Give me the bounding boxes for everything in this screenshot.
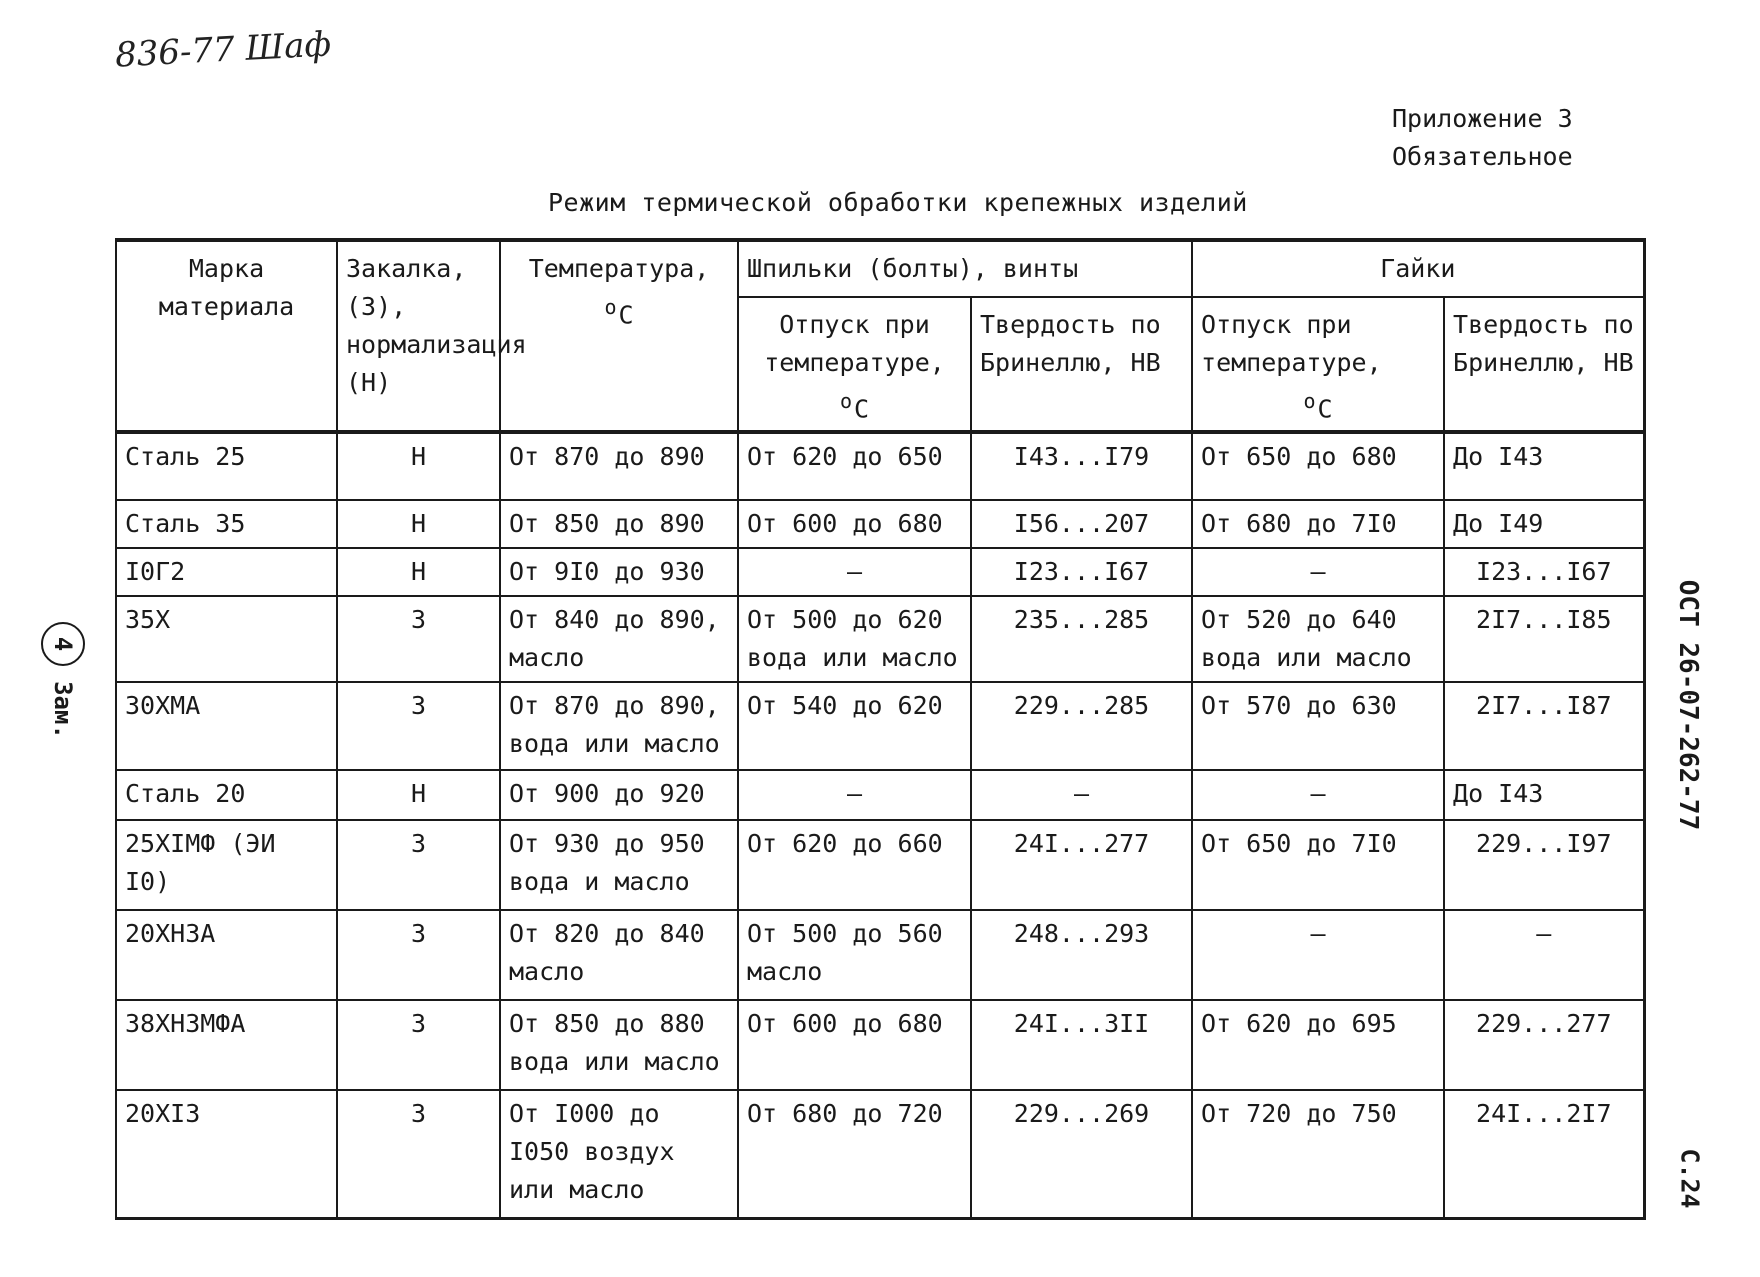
standard-designation-text: ОСТ 26-07-262-77 <box>1673 579 1704 831</box>
cell-material: Сталь 20 <box>116 770 337 820</box>
change-label: Зам. <box>48 681 77 739</box>
cell-stud-temper: От 500 до 620 вода или масло <box>738 596 971 682</box>
header-nut-hardness: Твердость по Бринеллю, НВ <box>1444 297 1644 432</box>
cell-material: I0Г2 <box>116 548 337 596</box>
cell-material: Сталь 35 <box>116 500 337 548</box>
table-row <box>116 820 1644 910</box>
header-temperature <box>500 240 738 432</box>
page-number-text: С.24 <box>1675 1147 1705 1209</box>
table-row <box>116 1000 1644 1090</box>
appendix-label <box>1392 100 1573 176</box>
header-studs-group: Шпильки (болты), винты <box>738 240 1192 297</box>
header-row-top <box>116 240 1644 297</box>
cell-mode: З <box>337 910 500 1000</box>
header-stud-temper-unit <box>747 382 962 428</box>
header-material: Марка материала <box>116 240 337 432</box>
cell-stud-hardness: 229...269 <box>971 1090 1192 1218</box>
cell-nut-temper: От 620 до 695 <box>1192 1000 1444 1090</box>
cell-nut-hardness: 24I...2I7 <box>1444 1090 1644 1218</box>
cell-material: Сталь 25 <box>116 432 337 500</box>
cell-stud-hardness: 24I...3II <box>971 1000 1192 1090</box>
standard-designation <box>1668 580 1708 830</box>
header-nut-temper-line1: Отпуск при <box>1201 310 1352 339</box>
cell-material: 25ХIМФ (ЭИ I0) <box>116 820 337 910</box>
degree-mark: о <box>1303 389 1316 413</box>
cell-temperature: От I000 до I050 воздух или масло <box>500 1090 738 1218</box>
header-stud-hardness: Твердость по Бринеллю, НВ <box>971 297 1192 432</box>
cell-nut-temper: От 650 до 680 <box>1192 432 1444 500</box>
cell-material: 30ХМА <box>116 682 337 770</box>
cell-stud-temper: – <box>738 770 971 820</box>
cell-stud-hardness: 235...285 <box>971 596 1192 682</box>
cell-stud-temper: – <box>738 548 971 596</box>
cell-mode: З <box>337 596 500 682</box>
cell-mode: З <box>337 820 500 910</box>
cell-material: 20ХI3 <box>116 1090 337 1218</box>
header-temperature-unit <box>509 288 729 334</box>
header-stud-temper-line2: температуре, <box>764 348 945 377</box>
cell-temperature: От 820 до 840 масло <box>500 910 738 1000</box>
page-number <box>1670 1138 1710 1218</box>
celsius-mark: C <box>618 300 634 330</box>
cell-temperature: От 850 до 880 вода или масло <box>500 1000 738 1090</box>
cell-temperature: От 870 до 890 <box>500 432 738 500</box>
celsius-mark: C <box>1317 394 1333 424</box>
cell-nut-temper: – <box>1192 548 1444 596</box>
appendix-number: Приложение 3 <box>1392 104 1573 133</box>
table-row <box>116 1090 1644 1218</box>
cell-stud-temper: От 620 до 650 <box>738 432 971 500</box>
cell-mode: Н <box>337 548 500 596</box>
heat-treatment-table <box>115 238 1646 1220</box>
header-hardening: Закалка, (З), нормализация (Н) <box>337 240 500 432</box>
header-temperature-label: Температура, <box>528 254 710 283</box>
cell-nut-hardness: – <box>1444 910 1644 1000</box>
cell-temperature: От 840 до 890, масло <box>500 596 738 682</box>
cell-material: 35Х <box>116 596 337 682</box>
cell-mode: З <box>337 1000 500 1090</box>
cell-mode: З <box>337 682 500 770</box>
table-row <box>116 770 1644 820</box>
cell-nut-hardness: До I43 <box>1444 432 1644 500</box>
cell-nut-hardness: 229...I97 <box>1444 820 1644 910</box>
cell-nut-hardness: До I49 <box>1444 500 1644 548</box>
table-row <box>116 596 1644 682</box>
cell-stud-hardness: – <box>971 770 1192 820</box>
header-nut-temper-line2: температуре, <box>1201 348 1382 377</box>
header-nuts-group: Гайки <box>1192 240 1644 297</box>
degree-mark: о <box>839 389 852 413</box>
handwritten-registration-note: 836-77 Шаф <box>114 24 333 76</box>
header-nut-temper <box>1192 297 1444 432</box>
cell-temperature: От 9I0 до 930 <box>500 548 738 596</box>
cell-temperature: От 900 до 920 <box>500 770 738 820</box>
cell-nut-hardness: До I43 <box>1444 770 1644 820</box>
cell-mode: Н <box>337 432 500 500</box>
cell-stud-temper: От 620 до 660 <box>738 820 971 910</box>
cell-nut-temper: От 680 до 7I0 <box>1192 500 1444 548</box>
cell-nut-hardness: 229...277 <box>1444 1000 1644 1090</box>
change-mark <box>28 622 98 772</box>
cell-temperature: От 930 до 950 вода и масло <box>500 820 738 910</box>
celsius-mark: C <box>853 394 870 424</box>
cell-stud-temper: От 600 до 680 <box>738 1000 971 1090</box>
cell-temperature: От 850 до 890 <box>500 500 738 548</box>
cell-stud-hardness: 229...285 <box>971 682 1192 770</box>
cell-stud-temper: От 500 до 560 масло <box>738 910 971 1000</box>
cell-mode: З <box>337 1090 500 1218</box>
cell-nut-temper: – <box>1192 910 1444 1000</box>
change-number-circle: 4 <box>41 622 85 666</box>
cell-nut-temper: От 520 до 640 вода или масло <box>1192 596 1444 682</box>
table-row <box>116 500 1644 548</box>
appendix-status: Обязательное <box>1392 142 1573 171</box>
cell-stud-temper: От 600 до 680 <box>738 500 971 548</box>
cell-material: 38ХН3МФА <box>116 1000 337 1090</box>
cell-material: 20ХН3А <box>116 910 337 1000</box>
cell-nut-temper: От 650 до 7I0 <box>1192 820 1444 910</box>
cell-nut-hardness: 2I7...I87 <box>1444 682 1644 770</box>
degree-mark: о <box>604 295 617 319</box>
cell-nut-temper: От 570 до 630 <box>1192 682 1444 770</box>
table-title: Режим термической обработки крепежных изделий <box>548 188 1248 217</box>
cell-stud-temper: От 680 до 720 <box>738 1090 971 1218</box>
cell-mode: Н <box>337 500 500 548</box>
cell-nut-temper: – <box>1192 770 1444 820</box>
table-row <box>116 432 1644 500</box>
cell-nut-hardness: 2I7...I85 <box>1444 596 1644 682</box>
header-stud-temper-line1: Отпуск при <box>779 310 930 339</box>
cell-nut-temper: От 720 до 750 <box>1192 1090 1444 1218</box>
cell-mode: Н <box>337 770 500 820</box>
cell-stud-hardness: I43...I79 <box>971 432 1192 500</box>
cell-stud-hardness: 24I...277 <box>971 820 1192 910</box>
header-stud-temper <box>738 297 971 432</box>
cell-stud-hardness: I23...I67 <box>971 548 1192 596</box>
table-row <box>116 548 1644 596</box>
cell-temperature: От 870 до 890, вода или масло <box>500 682 738 770</box>
cell-nut-hardness: I23...I67 <box>1444 548 1644 596</box>
cell-stud-temper: От 540 до 620 <box>738 682 971 770</box>
cell-stud-hardness: I56...207 <box>971 500 1192 548</box>
table-row <box>116 682 1644 770</box>
cell-stud-hardness: 248...293 <box>971 910 1192 1000</box>
table-row <box>116 910 1644 1000</box>
header-nut-temper-unit <box>1201 382 1435 428</box>
